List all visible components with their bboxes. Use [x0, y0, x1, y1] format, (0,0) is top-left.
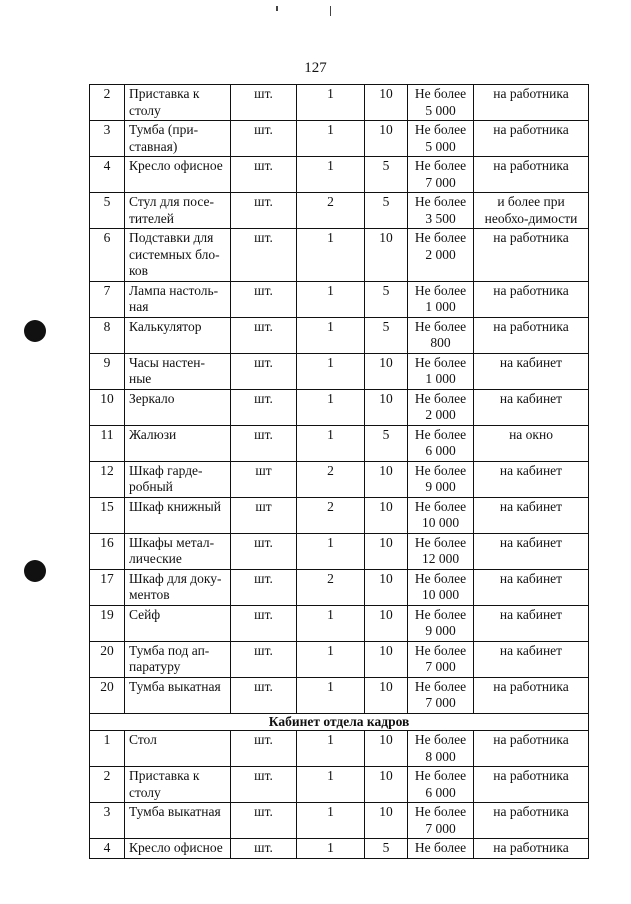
- price-line: 9 000: [425, 623, 456, 638]
- item-quantity: 1: [297, 281, 365, 317]
- item-service-years: 10: [365, 353, 408, 389]
- table-row: [90, 641, 589, 677]
- item-note: на работника: [474, 317, 589, 353]
- table-row: [90, 353, 589, 389]
- item-quantity: 1: [297, 731, 365, 767]
- item-note: на кабинет: [474, 389, 589, 425]
- item-note: на работника: [474, 767, 589, 803]
- item-price-limit: [408, 767, 474, 803]
- table-body-section: [90, 731, 589, 859]
- row-number: 3: [90, 121, 125, 157]
- price-line: 7 000: [425, 820, 456, 836]
- item-price-limit: [408, 569, 474, 605]
- item-unit: шт.: [231, 353, 297, 389]
- price-line: 7 000: [425, 174, 456, 190]
- item-price-limit: [408, 85, 474, 121]
- item-unit: шт.: [231, 803, 297, 839]
- item-quantity: 2: [297, 193, 365, 229]
- item-unit: шт.: [231, 605, 297, 641]
- item-quantity: 1: [297, 767, 365, 803]
- item-service-years: 10: [365, 803, 408, 839]
- row-number: 6: [90, 229, 125, 282]
- item-note: на кабинет: [474, 533, 589, 569]
- item-quantity: 1: [297, 389, 365, 425]
- item-unit: шт.: [231, 767, 297, 803]
- item-quantity: 1: [297, 157, 365, 193]
- row-number: 15: [90, 497, 125, 533]
- price-line: Не более: [414, 194, 467, 209]
- table-row: [90, 85, 589, 121]
- item-unit: шт: [231, 497, 297, 533]
- item-note: на кабинет: [474, 605, 589, 641]
- item-service-years: 10: [365, 461, 408, 497]
- price-line: 1 000: [425, 299, 456, 314]
- table-row: [90, 425, 589, 461]
- price-line: Не более: [414, 354, 467, 370]
- item-note: на работника: [474, 157, 589, 193]
- row-number: 3: [90, 803, 125, 839]
- furniture-norms-table: [89, 84, 589, 859]
- price-line: 9 000: [425, 479, 456, 494]
- price-line: Не более: [414, 462, 467, 478]
- item-service-years: 10: [365, 121, 408, 157]
- item-name: Стул для посе-тителей: [125, 193, 231, 229]
- row-number: 11: [90, 425, 125, 461]
- item-price-limit: [408, 533, 474, 569]
- item-quantity: 1: [297, 605, 365, 641]
- item-price-limit: [408, 281, 474, 317]
- price-line: 6 000: [425, 443, 456, 458]
- item-note: на работника: [474, 229, 589, 282]
- price-line: 7 000: [425, 659, 456, 674]
- item-service-years: 10: [365, 767, 408, 803]
- item-price-limit: [408, 677, 474, 713]
- price-line: 12 000: [421, 551, 460, 566]
- scan-mark: [330, 6, 331, 16]
- price-line: Не более: [414, 86, 467, 101]
- row-number: 17: [90, 569, 125, 605]
- item-name: Приставка к столу: [125, 85, 231, 121]
- item-unit: шт.: [231, 85, 297, 121]
- item-name: Шкафы метал-лические: [125, 533, 231, 569]
- item-name: Калькулятор: [125, 317, 231, 353]
- price-line: Не более: [414, 122, 467, 137]
- item-note: на работника: [474, 677, 589, 713]
- item-service-years: 5: [365, 425, 408, 461]
- row-number: 9: [90, 353, 125, 389]
- table-row: [90, 767, 589, 803]
- item-name: Тумба (при-ставная): [125, 121, 231, 157]
- item-price-limit: [408, 317, 474, 353]
- section-title: Кабинет отдела кадров: [90, 713, 589, 731]
- price-line: 1 000: [425, 371, 456, 386]
- item-service-years: 5: [365, 281, 408, 317]
- item-note: на кабинет: [474, 569, 589, 605]
- item-name: Кресло офисное: [125, 157, 231, 193]
- table-row: [90, 731, 589, 767]
- item-name: Стол: [125, 731, 231, 767]
- item-unit: шт.: [231, 425, 297, 461]
- item-quantity: 2: [297, 461, 365, 497]
- item-unit: шт.: [231, 281, 297, 317]
- item-name: Приставка к столу: [125, 767, 231, 803]
- item-service-years: 10: [365, 569, 408, 605]
- item-unit: шт.: [231, 569, 297, 605]
- table-row: [90, 533, 589, 569]
- row-number: 4: [90, 157, 125, 193]
- item-note: на работника: [474, 731, 589, 767]
- item-quantity: 1: [297, 803, 365, 839]
- item-quantity: 1: [297, 677, 365, 713]
- item-name: Лампа настоль-ная: [125, 281, 231, 317]
- item-quantity: 1: [297, 317, 365, 353]
- table-section: [90, 713, 589, 731]
- item-name: Шкаф гарде-робный: [125, 461, 231, 497]
- item-note: на кабинет: [474, 497, 589, 533]
- item-quantity: 1: [297, 121, 365, 157]
- item-price-limit: [408, 731, 474, 767]
- item-price-limit: [408, 461, 474, 497]
- table-row: [90, 803, 589, 839]
- price-line: 8 000: [425, 748, 456, 764]
- price-line: 2 000: [425, 246, 456, 262]
- item-quantity: 1: [297, 533, 365, 569]
- item-unit: шт.: [231, 317, 297, 353]
- price-line: Не более: [414, 282, 467, 298]
- item-price-limit: [408, 389, 474, 425]
- price-line: Не более: [414, 732, 467, 747]
- section-header-row: [90, 713, 589, 731]
- item-service-years: 10: [365, 229, 408, 282]
- price-line: Не более: [414, 498, 467, 514]
- table-row: [90, 281, 589, 317]
- row-number: 19: [90, 605, 125, 641]
- item-name: Подставки для системных бло-ков: [125, 229, 231, 282]
- price-line: 10 000: [421, 587, 460, 602]
- price-line: Не более: [414, 390, 467, 406]
- item-service-years: 5: [365, 193, 408, 229]
- item-service-years: 5: [365, 317, 408, 353]
- item-name: Зеркало: [125, 389, 231, 425]
- item-unit: шт.: [231, 121, 297, 157]
- row-number: 2: [90, 85, 125, 121]
- item-unit: шт.: [231, 533, 297, 569]
- row-number: 2: [90, 767, 125, 803]
- item-unit: шт.: [231, 677, 297, 713]
- row-number: 12: [90, 461, 125, 497]
- item-service-years: 10: [365, 605, 408, 641]
- item-price-limit: [408, 157, 474, 193]
- table-row: [90, 569, 589, 605]
- price-line: Не более: [414, 768, 467, 783]
- item-note: на кабинет: [474, 461, 589, 497]
- row-number: 1: [90, 731, 125, 767]
- table-row: [90, 157, 589, 193]
- item-unit: шт.: [231, 641, 297, 677]
- punch-hole: [24, 320, 46, 342]
- price-line: 5 000: [425, 102, 456, 118]
- item-service-years: 5: [365, 157, 408, 193]
- item-name: Часы настен-ные: [125, 353, 231, 389]
- item-note: на работника: [474, 281, 589, 317]
- item-unit: шт.: [231, 839, 297, 859]
- item-quantity: 2: [297, 497, 365, 533]
- row-number: 4: [90, 839, 125, 859]
- table-row: [90, 121, 589, 157]
- item-price-limit: [408, 803, 474, 839]
- item-service-years: 10: [365, 731, 408, 767]
- price-line: Не более: [414, 606, 467, 622]
- item-price-limit: [408, 839, 474, 859]
- item-quantity: 1: [297, 839, 365, 859]
- row-number: 8: [90, 317, 125, 353]
- item-unit: шт.: [231, 157, 297, 193]
- table-row: [90, 839, 589, 859]
- item-note: на работника: [474, 85, 589, 121]
- item-quantity: 1: [297, 353, 365, 389]
- punch-hole: [24, 560, 46, 582]
- item-price-limit: [408, 605, 474, 641]
- item-note: на работника: [474, 121, 589, 157]
- item-quantity: 2: [297, 569, 365, 605]
- table-row: [90, 497, 589, 533]
- item-service-years: 10: [365, 641, 408, 677]
- price-line: Не более: [414, 230, 467, 245]
- row-number: 7: [90, 281, 125, 317]
- table-row: [90, 317, 589, 353]
- item-note: и более при необхо-димости: [474, 193, 589, 229]
- table-body-main: [90, 85, 589, 714]
- item-quantity: 1: [297, 641, 365, 677]
- item-service-years: 10: [365, 85, 408, 121]
- item-unit: шт: [231, 461, 297, 497]
- price-line: Не более: [414, 318, 467, 334]
- table-row: [90, 605, 589, 641]
- row-number: 16: [90, 533, 125, 569]
- price-line: Не более: [414, 426, 467, 442]
- price-line: 800: [430, 335, 451, 350]
- price-line: Не более: [414, 534, 467, 550]
- price-line: 3 500: [425, 210, 456, 226]
- item-name: Сейф: [125, 605, 231, 641]
- table-row: [90, 677, 589, 713]
- item-unit: шт.: [231, 389, 297, 425]
- item-price-limit: [408, 641, 474, 677]
- price-line: 6 000: [425, 784, 456, 800]
- item-unit: шт.: [231, 731, 297, 767]
- item-note: на кабинет: [474, 641, 589, 677]
- price-line: Не более: [414, 642, 467, 658]
- price-line: Не более: [414, 570, 467, 586]
- item-name: Тумба под ап-паратуру: [125, 641, 231, 677]
- price-line: Не более: [414, 678, 467, 694]
- item-name: Шкаф книжный: [125, 497, 231, 533]
- row-number: 20: [90, 641, 125, 677]
- scan-mark: [276, 6, 278, 11]
- item-price-limit: [408, 193, 474, 229]
- item-unit: шт.: [231, 193, 297, 229]
- page-number: 127: [304, 60, 327, 76]
- item-quantity: 1: [297, 229, 365, 282]
- price-line: Не более: [414, 804, 467, 819]
- price-line: Не более: [414, 158, 467, 173]
- item-name: Тумба выкатная: [125, 677, 231, 713]
- item-service-years: 10: [365, 389, 408, 425]
- item-name: Кресло офисное: [125, 839, 231, 859]
- price-line: 10 000: [421, 515, 460, 530]
- price-line: 2 000: [425, 407, 456, 422]
- item-quantity: 1: [297, 425, 365, 461]
- item-note: на работника: [474, 803, 589, 839]
- item-price-limit: [408, 353, 474, 389]
- item-service-years: 10: [365, 497, 408, 533]
- item-service-years: 10: [365, 533, 408, 569]
- item-name: Жалюзи: [125, 425, 231, 461]
- table-row: [90, 229, 589, 282]
- table-row: [90, 193, 589, 229]
- item-service-years: 5: [365, 839, 408, 859]
- item-price-limit: [408, 497, 474, 533]
- row-number: 20: [90, 677, 125, 713]
- item-note: на кабинет: [474, 353, 589, 389]
- item-price-limit: [408, 425, 474, 461]
- item-note: на окно: [474, 425, 589, 461]
- item-price-limit: [408, 121, 474, 157]
- price-line: Не более: [414, 840, 467, 855]
- row-number: 5: [90, 193, 125, 229]
- item-quantity: 1: [297, 85, 365, 121]
- row-number: 10: [90, 389, 125, 425]
- item-note: на работника: [474, 839, 589, 859]
- item-name: Тумба выкатная: [125, 803, 231, 839]
- price-line: 5 000: [425, 138, 456, 154]
- item-unit: шт.: [231, 229, 297, 282]
- item-price-limit: [408, 229, 474, 282]
- table-row: [90, 389, 589, 425]
- price-line: 7 000: [425, 695, 456, 710]
- table-row: [90, 461, 589, 497]
- item-name: Шкаф для доку-ментов: [125, 569, 231, 605]
- item-service-years: 10: [365, 677, 408, 713]
